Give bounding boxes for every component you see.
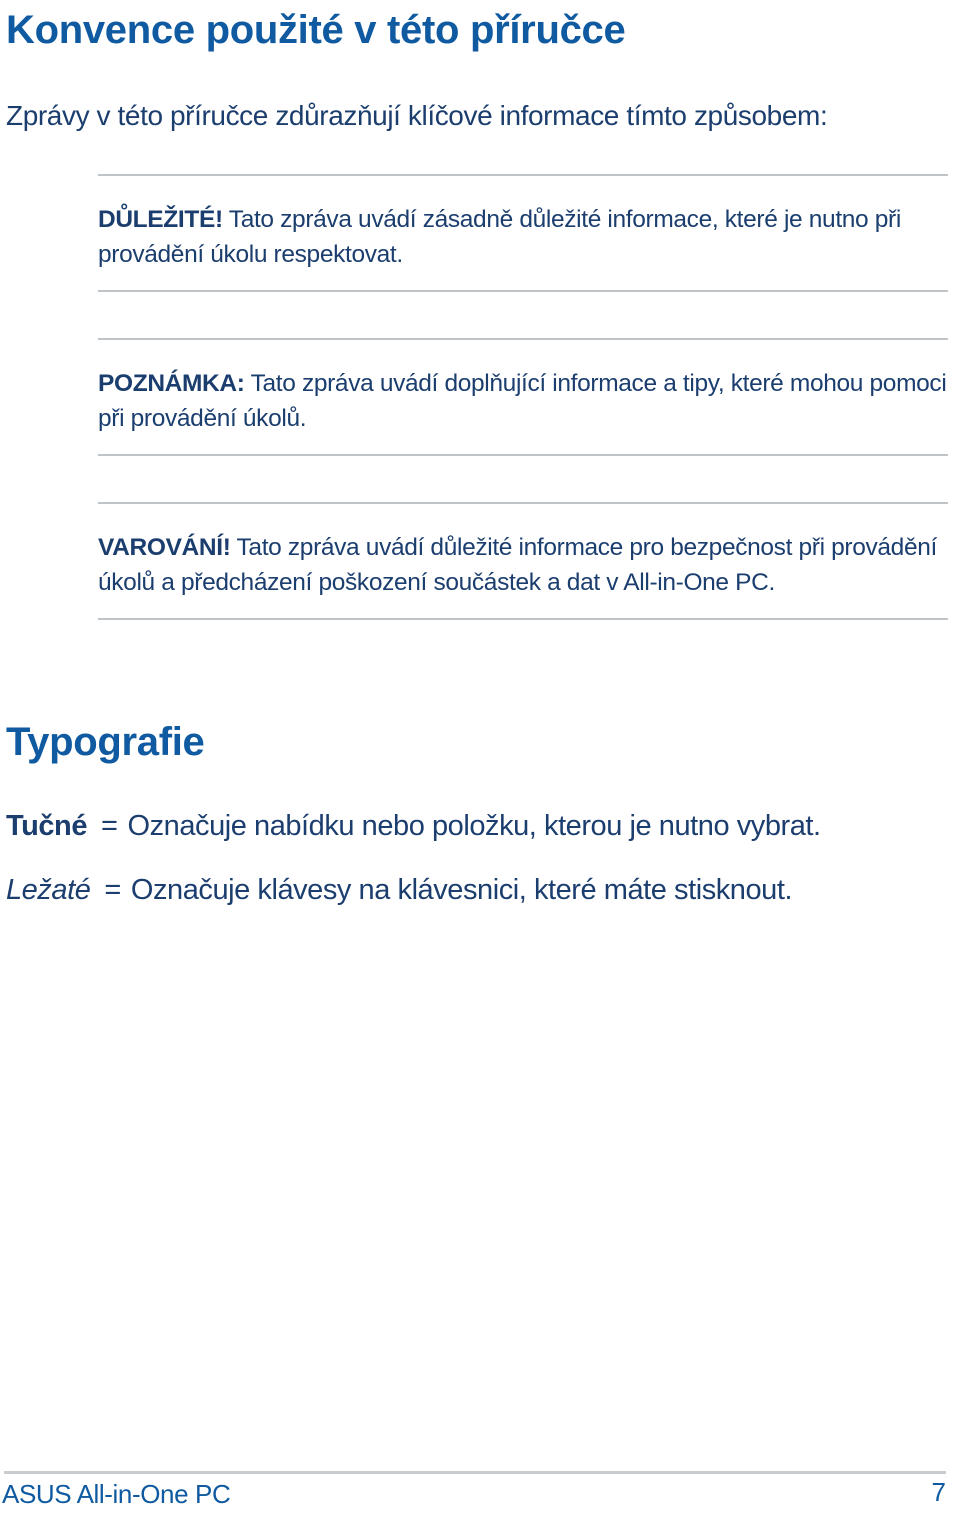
footer-divider bbox=[4, 1471, 946, 1474]
notice-note bbox=[98, 338, 948, 456]
typography-term-italic: Ležaté bbox=[6, 874, 91, 906]
typography-title: Typografie bbox=[6, 720, 205, 764]
notice-warning-label: VAROVÁNÍ! bbox=[98, 534, 231, 561]
notice-warning bbox=[98, 502, 948, 620]
notice-note-text bbox=[98, 366, 948, 436]
typography-row-bold bbox=[6, 806, 821, 846]
typography-desc-italic: Označuje klávesy na klávesnici, které máte stisknout. bbox=[130, 874, 793, 906]
notice-important bbox=[98, 174, 948, 292]
notice-important-label: DŮLEŽITÉ! bbox=[98, 206, 223, 233]
typography-equals: = bbox=[101, 810, 118, 842]
intro-text: Zprávy v této příručce zdůrazňují klíčové informace tímto způsobem: bbox=[6, 100, 828, 131]
page-title: Konvence použité v této příručce bbox=[6, 8, 626, 52]
notice-rule-bottom bbox=[98, 454, 948, 456]
footer-page-number: 7 bbox=[931, 1477, 946, 1507]
notice-note-body: Tato zpráva uvádí doplňující informace a tipy, které mohou pomoci při provádění úkolů. bbox=[98, 370, 947, 432]
notice-important-body: Tato zpráva uvádí zásadně důležité informace, které je nutno při provádění úkolu respektovat. bbox=[98, 206, 901, 268]
typography-row-italic bbox=[6, 870, 792, 910]
notice-important-text bbox=[98, 202, 948, 272]
notice-rule-top bbox=[98, 174, 948, 176]
notice-warning-text bbox=[98, 530, 948, 600]
notice-rule-top bbox=[98, 502, 948, 504]
typography-equals: = bbox=[104, 874, 121, 906]
notice-rule-bottom bbox=[98, 618, 948, 620]
footer-product-name: ASUS All-in-One PC bbox=[2, 1479, 231, 1509]
typography-term-bold: Tučné bbox=[6, 810, 87, 842]
notice-rule-top bbox=[98, 338, 948, 340]
typography-desc-bold: Označuje nabídku nebo položku, kterou je nutno vybrat. bbox=[127, 810, 821, 842]
notice-note-label: POZNÁMKA: bbox=[98, 370, 245, 397]
notice-rule-bottom bbox=[98, 290, 948, 292]
notice-warning-body: Tato zpráva uvádí důležité informace pro bezpečnost při provádění úkolů a předcházení poškození součástek a dat v All-in-One PC. bbox=[98, 534, 937, 596]
